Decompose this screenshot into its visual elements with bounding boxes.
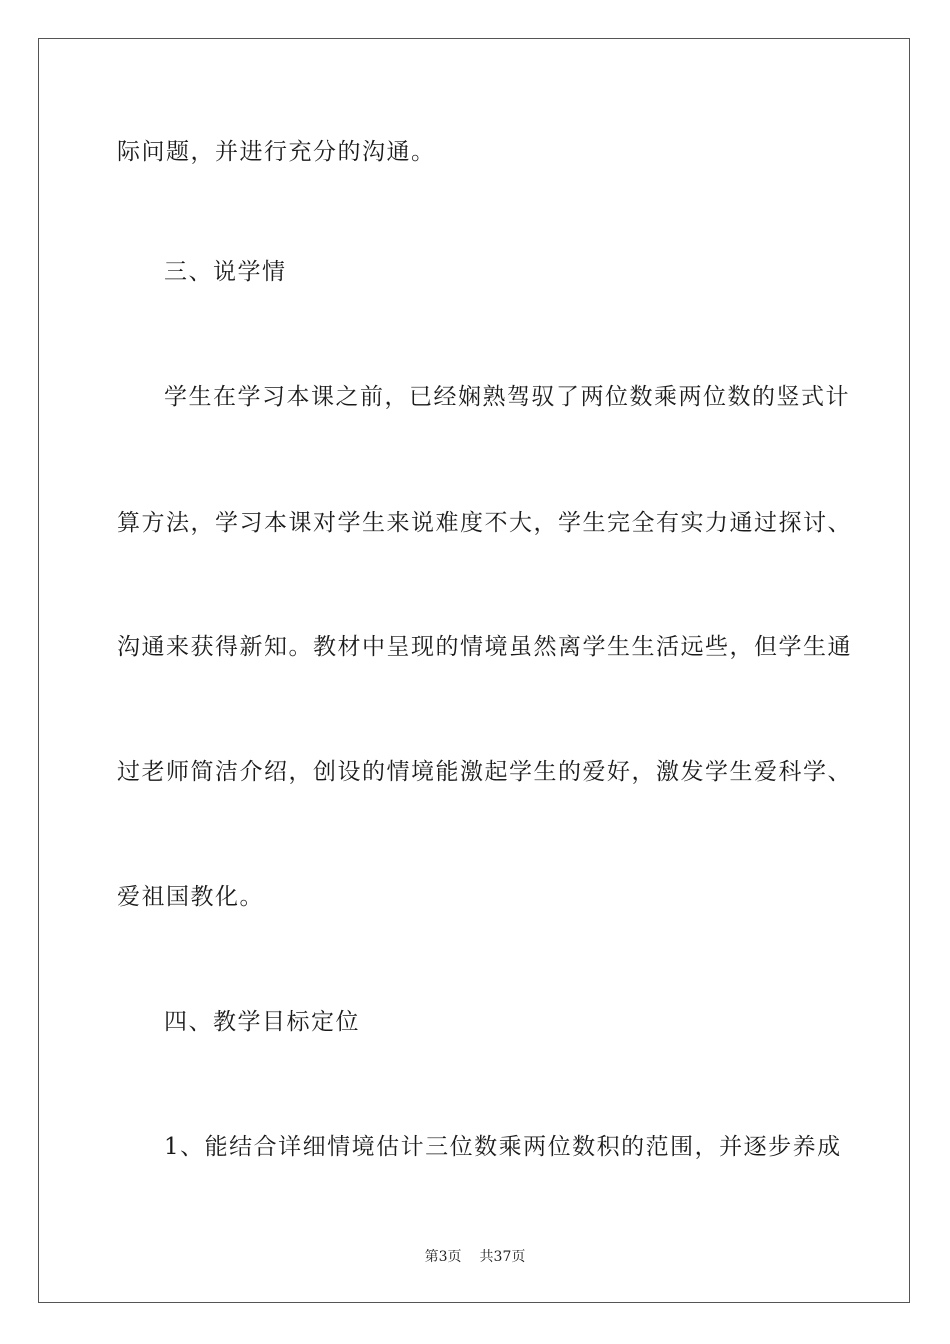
page-number: 第3页 [424,1249,462,1265]
page-total: 共37页 [479,1249,526,1265]
paragraph-line: 算方法，学习本课对学生来说难度不大，学生完全有实力通过探讨、 [117,510,852,536]
paragraph-line: 沟通来获得新知。教材中呈现的情境虽然离学生生活远些，但学生通 [117,634,852,660]
section-heading: 四、教学目标定位 [164,1009,360,1035]
page-frame [38,38,910,1303]
paragraph-line: 学生在学习本课之前，已经娴熟驾驭了两位数乘两位数的竖式计 [164,384,850,410]
paragraph-line: 1、能结合详细情境估计三位数乘两位数积的范围，并逐步养成 [164,1134,842,1160]
section-heading: 三、说学情 [164,259,287,285]
paragraph-line: 爱祖国教化。 [117,884,264,910]
paragraph-line: 过老师简洁介绍，创设的情境能激起学生的爱好，激发学生爱科学、 [117,759,852,785]
page-footer [0,1248,950,1266]
paragraph-line: 际问题，并进行充分的沟通。 [117,139,436,165]
